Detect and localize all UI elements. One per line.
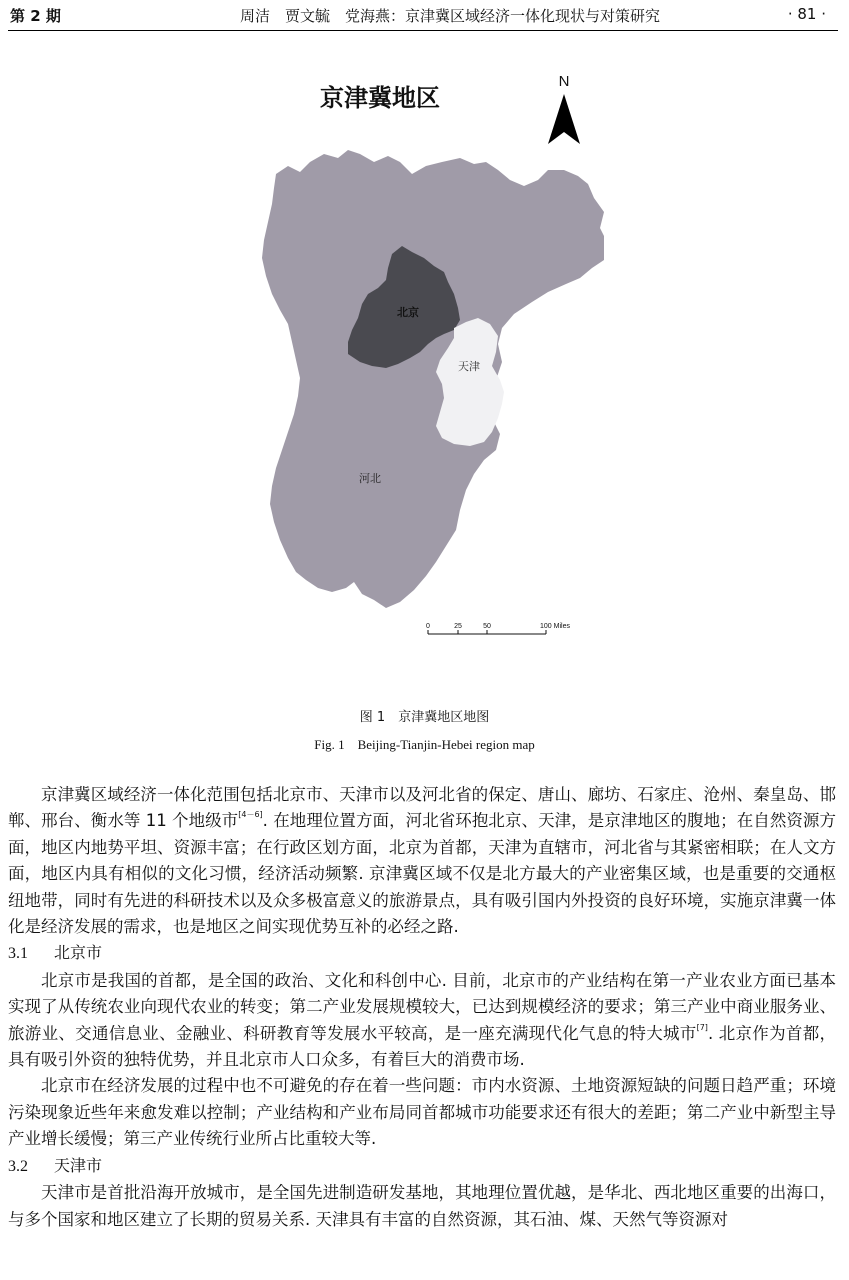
citation: [7] [696,1022,708,1032]
north-label: N [558,73,570,90]
hebei-region [262,150,604,608]
scale-tick-label: 100 Miles [540,623,570,630]
region-map [248,62,604,658]
north-arrow-icon [548,73,580,144]
figure-map [248,62,604,658]
map-title: 京津冀地区 [320,83,440,112]
scale-bar [426,623,570,634]
section-number: 3.1 [8,945,28,963]
paragraph: 北京市在经济发展的过程中也不可避免的存在着一些问题：市内水资源、土地资源短缺的问题日趋严重；环境污染现象近些年来愈发难以控制；产业结构和产业布局同首都城市功能要求还有很大的差距；第二产业中新型主导产业增长缓慢；第三产业传统行业所占比重较大等. [8,1076,836,1149]
scale-tick-label: 50 [483,623,491,630]
hebei-label: 河北 [359,472,381,485]
issue-number: 第 2 期 [10,7,61,25]
article-title-header: 周洁 贾文毓 党海燕：京津冀区域经济一体化现状与对策研究 [240,7,661,25]
paragraph: 北京市是我国的首都，是全国的政治、文化和科创中心. 目前，北京市的产业结构在第一产业农业方面已基本实现了从传统农业向现代农业的转变；第二产业发展规模较大，已达到规模经济的要求；第三产业中商业服务业、旅游业、交通信息业、金融业、科研教育等发展水平较高，是一座充满现代化气息的特大城市[7]. 北京作为首都，具有吸引外资的独特优势，并且北京市人口众多，有着巨大的消费市场. [8,970,836,1070]
scale-tick-label: 25 [454,623,462,630]
beijing-label: 北京 [397,306,419,319]
section-title: 北京市 [54,943,103,963]
section-number: 3.2 [8,1157,28,1175]
article-body [8,782,836,1233]
paragraph: 天津市是首批沿海开放城市，是全国先进制造研发基地，其地理位置优越，是华北、西北地区重要的出海口，与多个国家和地区建立了长期的贸易关系. 天津具有丰富的自然资源，其石油、煤、天然气等资源对 [8,1183,836,1229]
figure-caption-cn: 图 1 京津冀地区地图 [359,710,490,725]
section-title: 天津市 [54,1155,103,1175]
section-heading [8,1153,836,1180]
citation: [4－6] [238,810,263,820]
scale-tick-label: 0 [426,623,430,630]
paragraph: 京津冀区域经济一体化范围包括北京市、天津市以及河北省的保定、唐山、廊坊、石家庄、沧州、秦皇岛、邯郸、邢台、衡水等 11 个地级市[4－6]. 在地理位置方面，河北省环抱北京、天津，是京津地区的腹地；在自然资源方面，地区内地势平坦、资源丰富；在行政区划方面，北京为首都，天津为直辖市，河北省与其紧密相联；在人文方面，地区内具有相似的文化习惯，经济活动频繁. 京津冀区域不仅是北方最大的产业密集区域，也是重要的交通枢纽地带，同时有先进的科研技术以及众多极富意义的旅游景点，具有吸引国内外投资的良好环境，实施京津冀一体化是经济发展的需求，也是地区之间实现优势互补的必经之路. [8,785,836,937]
running-header [8,0,838,31]
section-heading [8,940,836,967]
tianjin-label: 天津 [458,360,480,373]
page-number: · 81 · [787,5,826,23]
figure-caption-en: Fig. 1 Beijing-Tianjin-Hebei region map [314,737,535,752]
